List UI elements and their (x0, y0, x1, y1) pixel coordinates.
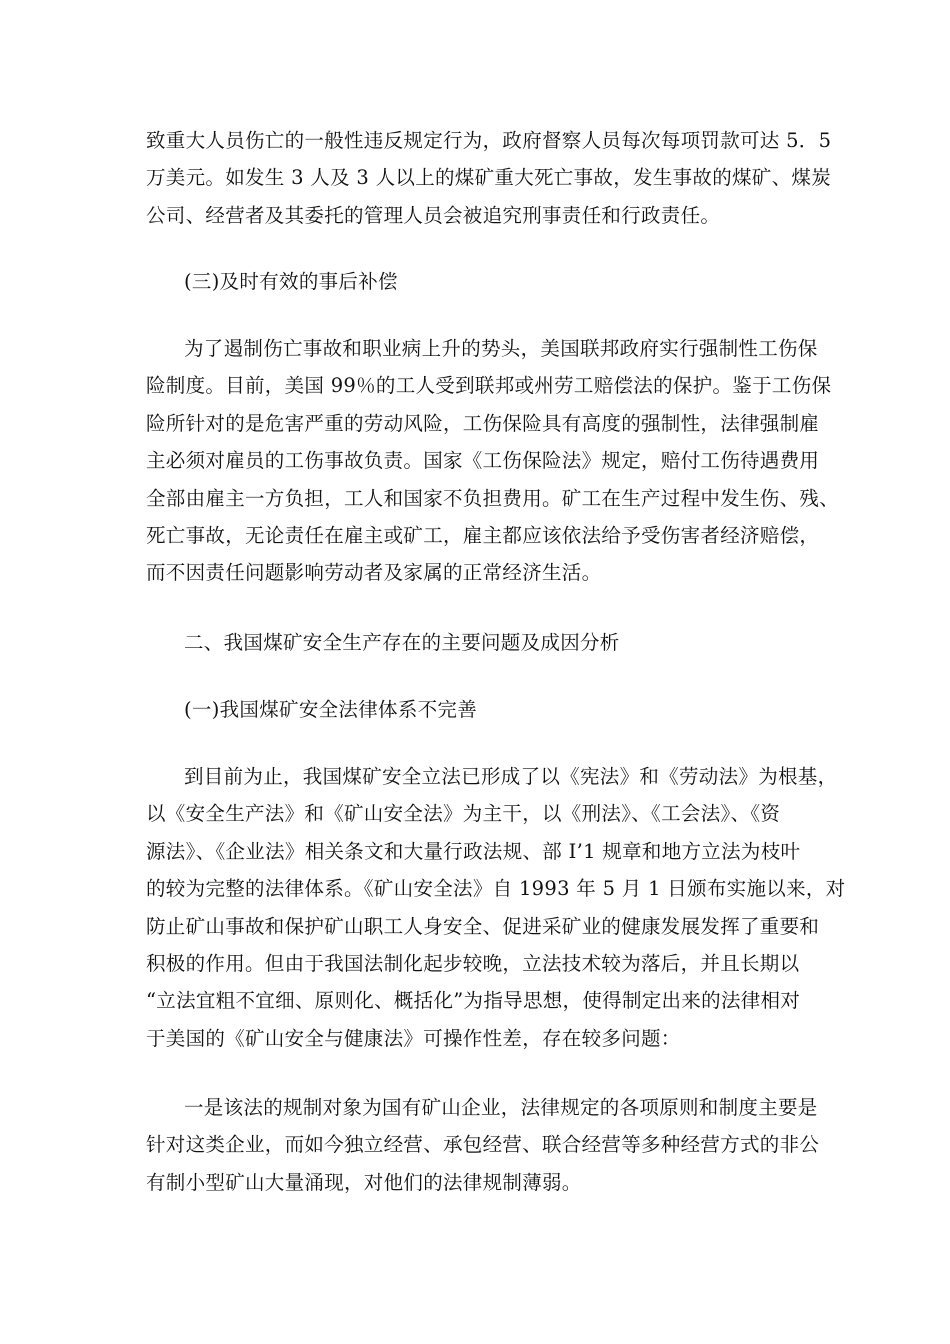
text-line: 致重大人员伤亡的一般性违反规定行为，政府督察人员每次每项罚款可达 5．5 (146, 129, 832, 152)
section-heading-problems: 二、我国煤矿安全生产存在的主要问题及成因分析 (184, 631, 620, 654)
text-line: 万美元。如发生 3 人及 3 人以上的煤矿重大死亡事故，发生事故的煤矿、煤炭 (146, 166, 832, 190)
text-line: 而不因责任问题影响劳动者及家属的正常经济生活。 (146, 561, 602, 585)
text-line: 有制小型矿山大量涌现，对他们的法律规制薄弱。 (146, 1170, 582, 1194)
text-line: 到目前为止，我国煤矿安全立法已形成了以《宪法》和《劳动法》为根基， (184, 765, 838, 788)
paragraph-legal-framework (146, 758, 846, 1057)
text-line: 公司、经营者及其委托的管理人员会被追究刑事责任和行政责任。 (146, 203, 721, 227)
section-heading-legal-system: (一)我国煤矿安全法律体系不完善 (184, 698, 478, 721)
text-line: 险制度。目前，美国 99％的工人受到联邦或州劳工赔偿法的保护。鉴于工伤保 (146, 374, 832, 398)
text-line: 主必须对雇员的工伤事故负责。国家《工伤保险法》规定，赔付工伤待遇费用 (146, 449, 820, 473)
text-line: 全部由雇主一方负担，工人和国家不负担费用。矿工在生产过程中发生伤、残、 (146, 486, 840, 510)
text-line: 为了遏制伤亡事故和职业病上升的势头，美国联邦政府实行强制性工伤保 (184, 337, 818, 360)
text-line: 险所针对的是危害严重的劳动风险，工伤保险具有高度的强制性，法律强制雇 (146, 411, 820, 435)
paragraph-injury-insurance (146, 330, 840, 592)
text-line: 一是该法的规制对象为国有矿山企业，法律规定的各项原则和制度主要是 (184, 1096, 818, 1119)
text-line: 以《安全生产法》和《矿山安全法》为主干，以《刑法》、《工会法》、《资 (146, 802, 781, 826)
text-line: 死亡事故，无论责任在雇主或矿工，雇主都应该依法给予受伤害者经济赔偿， (146, 524, 820, 548)
text-line: 针对这类企业，而如今独立经营、承包经营、联合经营等多种经营方式的非公 (146, 1133, 820, 1157)
section-heading-compensation: (三)及时有效的事后补偿 (184, 270, 398, 293)
text-line: 防止矿山事故和保护矿山职工人身安全、促进采矿业的健康发展发挥了重要和 (146, 914, 820, 938)
paragraph-regulation-scope (146, 1089, 826, 1201)
text-line: 源法》、《企业法》相关条文和大量行政法规、部 I’1 规章和地方立法为枝叶 (146, 839, 801, 863)
text-line: 积极的作用。但由于我国法制化起步较晚，立法技术较为落后，并且长期以 (146, 952, 800, 976)
text-line: 的较为完整的法律体系。《矿山安全法》自 1993 年 5 月 1 日颁布实施以来，对 (146, 877, 846, 901)
paragraph-penalties (146, 122, 832, 234)
text-line: 于美国的《矿山安全与健康法》可操作性差，存在较多问题： (146, 1026, 681, 1050)
text-line: “立法宜粗不宜细、原则化、概括化”为指导思想，使得制定出来的法律相对 (146, 989, 801, 1013)
